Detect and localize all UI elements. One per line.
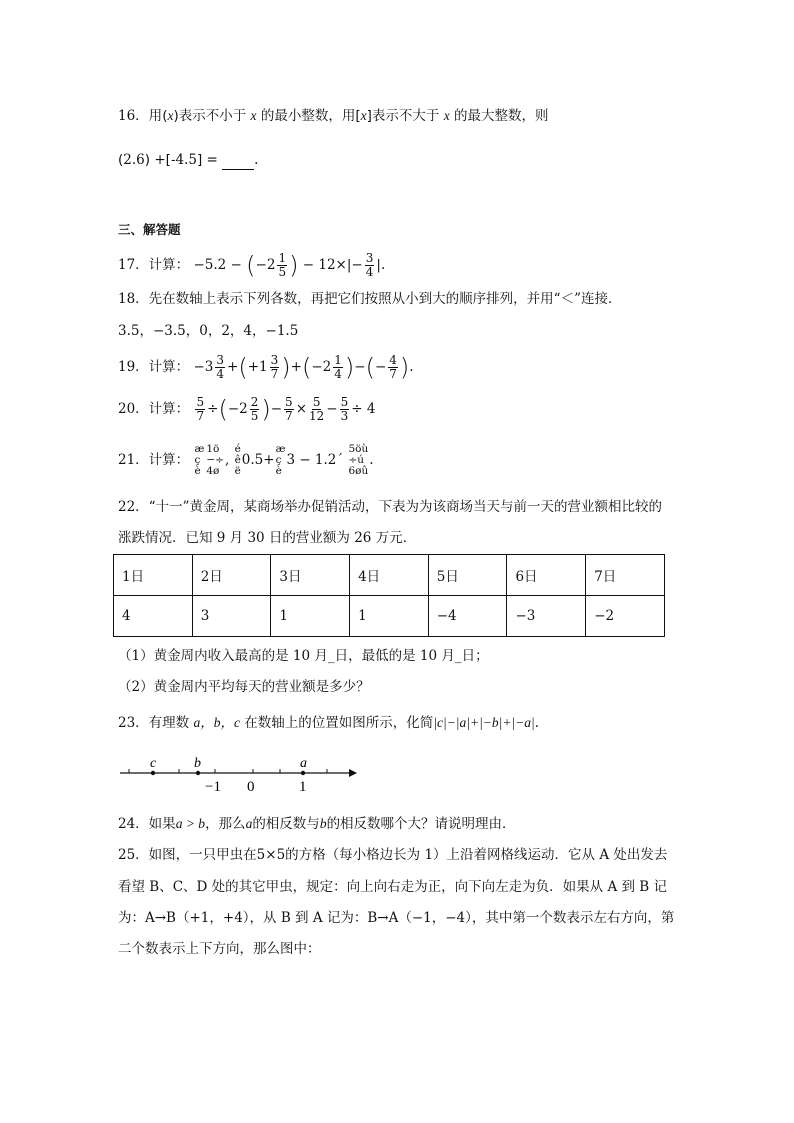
paren-open: (	[118, 152, 124, 168]
bracket-close: ]	[196, 152, 203, 168]
q16-line2: (2.6) +[-4.5] = .	[118, 152, 259, 168]
q16-text: 16．用	[118, 108, 163, 124]
var-x: x	[167, 108, 174, 123]
paren-close: )	[289, 251, 299, 280]
table-header-cell: 1日	[114, 555, 193, 596]
table-cell: 3	[192, 596, 271, 637]
var-x: x	[360, 108, 367, 123]
fraction: $\frac{3}{4}$	[365, 251, 374, 279]
label-a: a	[300, 756, 307, 771]
q25-line4: 二个数表示上下方向，那么图中：	[118, 941, 321, 957]
q21	[118, 442, 374, 478]
point-b	[196, 771, 200, 775]
q19: 19．计算： −3 $\frac{3}{4}$ +(+1 $\frac{3}{7}$ )+(−2 $\frac{1}{4}$ )−(− $\frac{4}{7}$ ).	[118, 353, 414, 382]
period: .	[534, 715, 540, 731]
paren-open: (	[365, 353, 375, 382]
answer-blank[interactable]	[222, 155, 254, 170]
q16-text: 表示不大于	[371, 108, 440, 124]
period: .	[380, 257, 386, 273]
q23	[118, 713, 539, 733]
abs-bar: |	[376, 257, 381, 273]
var-x: x	[250, 108, 257, 123]
paren-close: )	[399, 353, 410, 382]
var-a: a	[245, 816, 253, 831]
paren-open: (	[246, 251, 256, 280]
q23-label: 23．有理数	[118, 715, 190, 731]
fraction: $\frac{3}{7}$	[270, 353, 279, 381]
fraction: $\frac{1}{5}$	[278, 251, 287, 279]
q24-text: 的相反数哪个大？请说明理由．	[326, 816, 516, 832]
fraction: $\frac{2}{5}$	[250, 395, 259, 423]
table-cell: 1	[271, 596, 350, 637]
operator: −	[326, 401, 338, 417]
term: −3	[193, 359, 214, 375]
q23-text: 在数轴上的位置如图所示，化简	[244, 715, 434, 731]
q18-text: 18．先在数轴上表示下列各数，再把它们按照从小到大的顺序排列，并用“＜”连接．	[118, 291, 622, 307]
q25-line3: 为：A→B（+1，+4），从 B 到 A 记为：B→A（−1，−4），其中第一个数表示左右方向，第	[118, 910, 675, 926]
period: .	[409, 359, 414, 375]
garbled-fraction: 1ö −÷ 4ø	[206, 443, 224, 477]
operator: ÷ 4	[351, 401, 376, 417]
paren-open: (	[238, 353, 248, 382]
garbled-bracket: æ ç è	[275, 443, 286, 477]
fraction: $\frac{5}{3}$	[340, 395, 349, 423]
fraction: $\frac{4}{7}$	[389, 353, 397, 381]
expression: |c|−|a|+|−b|+|−a|	[433, 715, 535, 730]
table-row	[114, 555, 665, 596]
q24-label: 24．如果	[118, 816, 176, 832]
table-header-cell: 6日	[507, 555, 586, 596]
label-c: c	[150, 756, 157, 771]
q22-line2: 涨跌情况．已知 9 月 30 日的营业额为 26 万元．	[118, 530, 417, 546]
q22-line1: 22．“十一”黄金周，某商场举办促销活动，下表为为该商场当天与前一天的营业额相比较的	[118, 499, 662, 515]
fraction: $\frac{5}{7}$	[285, 395, 293, 423]
garbled-bracket: æ ç è	[194, 443, 205, 477]
period: .	[369, 452, 374, 468]
period: .	[254, 152, 259, 168]
q22-sub1: （1）黄金周内收入最高的是 10 月_日，最低的是 10 月_日；	[118, 648, 489, 664]
paren-open: (	[162, 108, 168, 124]
q24-text: ，那么	[205, 816, 246, 832]
term: −	[374, 359, 387, 375]
table-row	[114, 596, 665, 637]
term: 3 − 1.2´	[286, 452, 344, 468]
q24-text: 的相反数与	[252, 816, 320, 832]
label-b: b	[194, 756, 201, 771]
q17-label: 17．计算：	[118, 257, 190, 273]
q25-line1: 25．如图，一只甲虫在5×5的方格（每小格边长为 1）上沿着网格线运动．它从 A 处出发去	[118, 847, 668, 863]
bracket-open: [	[165, 152, 171, 168]
fraction: $\frac{3}{4}$	[216, 353, 225, 381]
q20-label: 20．计算：	[118, 401, 190, 417]
term: 0.5+	[241, 452, 275, 468]
term: −	[351, 257, 363, 273]
tick-label-one: 1	[299, 779, 307, 795]
paren-close: )	[144, 152, 151, 168]
number-line	[115, 750, 365, 795]
q16-line1	[118, 106, 549, 126]
fraction: $\frac{1}{4}$	[334, 353, 342, 381]
table-cell: 4	[114, 596, 193, 637]
q19-label: 19．计算：	[118, 359, 190, 375]
term: − 12×	[302, 257, 347, 273]
garbled-fraction: 5öù ÷ú 6øû	[348, 443, 369, 477]
variables: a，b，c	[193, 715, 240, 730]
table-cell: 1	[350, 596, 429, 637]
bracket-close: ]	[366, 108, 372, 124]
term: +1	[247, 359, 268, 375]
table-cell: −4	[428, 596, 507, 637]
fraction: $\frac{5}{7}$	[196, 395, 205, 423]
operator: ×	[295, 401, 307, 417]
operator: −	[270, 401, 283, 417]
bracket-open: [	[355, 108, 361, 124]
abs-bar: |	[346, 257, 352, 273]
value: 2.6	[123, 152, 145, 168]
term: −2	[255, 257, 276, 273]
q20	[118, 394, 375, 424]
sales-change-table	[113, 554, 665, 637]
paren-open: (	[218, 395, 228, 424]
q17	[118, 252, 385, 278]
table-header-cell: 2日	[192, 555, 271, 596]
section-title: 三、解答题	[118, 222, 181, 237]
arrow-head-icon	[349, 769, 357, 777]
condition: a > b	[175, 816, 206, 831]
table-header-cell: 5日	[428, 555, 507, 596]
q24	[118, 814, 516, 834]
table-cell: −3	[507, 596, 586, 637]
table-header-cell: 3日	[271, 555, 350, 596]
q21-label: 21．计算：	[118, 452, 190, 468]
paren-close: )	[261, 395, 271, 424]
garbled-bracket: é ê ë	[234, 443, 241, 477]
q16-text: 的最小整数，用	[260, 108, 356, 124]
q16-text: 的最大整数，则	[454, 108, 549, 124]
comma: ,	[224, 452, 230, 468]
operator: ÷	[207, 401, 219, 417]
var-x: x	[443, 108, 450, 123]
equals: =	[206, 152, 218, 168]
q18-numbers: 3.5，−3.5，0，2，4，−1.5	[118, 323, 299, 339]
term: −2	[227, 401, 248, 417]
q22-sub2: （2）黄金周内平均每天的营业额是多少？	[118, 679, 370, 695]
value: -4.5	[170, 152, 197, 168]
paren-open: (	[301, 353, 312, 382]
q25-line2: 看望 B、C、D 处的其它甲虫，规定：向上向右走为正，向下向左走为负．如果从 A 到 B 记	[118, 879, 667, 895]
paren-close: )	[173, 108, 179, 124]
table-cell: −2	[586, 596, 665, 637]
q16-text: 表示不小于	[178, 108, 247, 124]
paren-close: )	[281, 353, 291, 382]
point-c	[151, 771, 155, 775]
tick-label-neg1: −1	[205, 779, 221, 795]
var-b: b	[319, 816, 327, 831]
fraction: $\frac{5}{12}$	[309, 395, 325, 423]
term: −2	[311, 359, 332, 375]
table-header-cell: 7日	[586, 555, 665, 596]
paren-close: )	[344, 353, 355, 382]
point-a	[301, 771, 305, 775]
table-header-cell: 4日	[350, 555, 429, 596]
term: −5.2 −	[193, 257, 242, 273]
tick-label-zero: 0	[247, 779, 255, 795]
